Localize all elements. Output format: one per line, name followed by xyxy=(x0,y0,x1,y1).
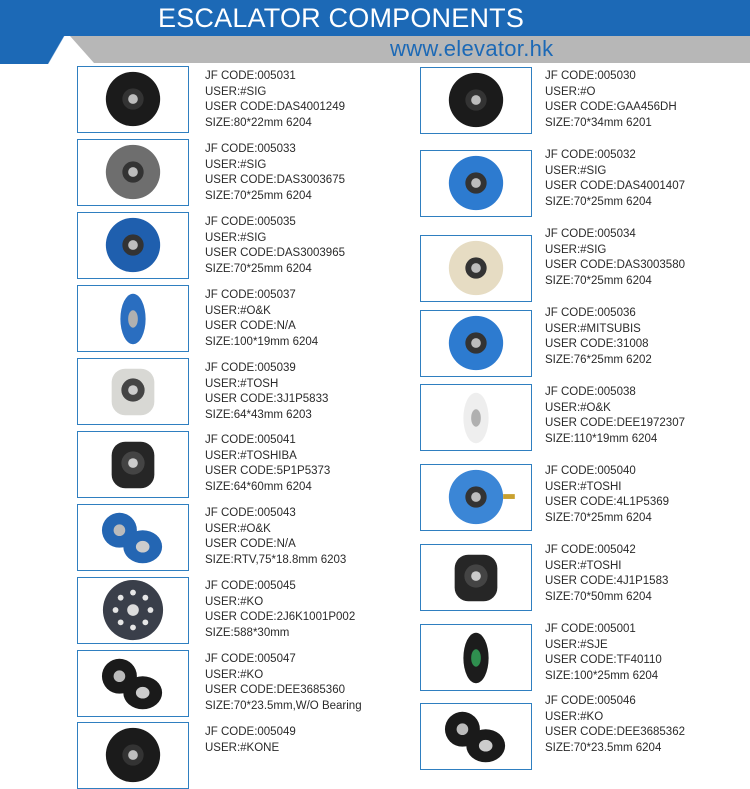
user-name: USER:#KO xyxy=(205,668,264,681)
website-url: www.elevator.hk xyxy=(390,36,554,61)
size-spec: SIZE:70*25mm 6204 xyxy=(205,262,312,275)
user-code: USER CODE:DAS3003965 xyxy=(205,247,345,259)
size-spec: SIZE:588*30mm xyxy=(205,626,290,639)
jf-code: JF CODE:005036 xyxy=(545,307,636,319)
roller-bearing xyxy=(128,458,138,468)
disc-hole xyxy=(130,590,136,596)
user-name: USER:#TOSH xyxy=(205,377,279,390)
user-code: USER CODE:DAS3003580 xyxy=(545,259,685,271)
page-title: ESCALATOR COMPONENTS xyxy=(158,3,525,33)
roller-bearing xyxy=(128,310,138,327)
disc-hole xyxy=(148,607,154,613)
product-info xyxy=(205,506,346,568)
user-code: USER CODE:3J1P5833 xyxy=(205,393,329,405)
size-spec: SIZE:70*23.5mm,W/O Bearing xyxy=(205,699,362,712)
roller-bearing xyxy=(471,95,481,105)
user-name: USER:#SIG xyxy=(205,231,267,244)
user-code: USER CODE:2J6K1001P002 xyxy=(205,611,356,623)
product-image xyxy=(77,722,189,789)
size-spec: SIZE:76*25mm 6202 xyxy=(545,353,652,366)
jf-code: JF CODE:005040 xyxy=(545,465,636,477)
product-image xyxy=(77,139,189,206)
user-name: USER:#O&K xyxy=(205,522,271,535)
jf-code: JF CODE:005041 xyxy=(205,434,296,446)
disc-hub xyxy=(127,604,139,616)
user-name: USER:#SJE xyxy=(545,638,608,651)
size-spec xyxy=(205,772,296,788)
roller-bearing xyxy=(471,178,481,188)
size-spec: SIZE:70*50mm 6204 xyxy=(545,590,652,603)
jf-code: JF CODE:005042 xyxy=(545,544,636,556)
jf-code: JF CODE:005049 xyxy=(205,726,296,738)
user-name: USER:#KO xyxy=(205,595,264,608)
user-name: USER:#TOSHI xyxy=(545,559,622,572)
jf-code: JF CODE:005038 xyxy=(545,386,636,398)
size-spec: SIZE:70*25mm 6204 xyxy=(545,195,652,208)
roller-bearing xyxy=(471,649,481,666)
product-image xyxy=(77,577,189,644)
product-info xyxy=(205,725,296,787)
user-name: USER:#MITSUBIS xyxy=(545,322,641,335)
jf-code: JF CODE:005034 xyxy=(545,228,636,240)
product-info xyxy=(205,142,345,204)
product-image xyxy=(420,150,532,217)
jf-code: JF CODE:005046 xyxy=(545,695,636,707)
product-image xyxy=(420,235,532,302)
product-info xyxy=(545,385,685,447)
user-code: USER CODE:DAS4001407 xyxy=(545,180,685,192)
disc-hole xyxy=(130,625,136,631)
user-name: USER:#O&K xyxy=(205,304,271,317)
user-code: USER CODE:4L1P5369 xyxy=(545,496,670,508)
disc-hole xyxy=(118,595,124,601)
user-name: USER:#SIG xyxy=(545,243,607,256)
roller-bearing xyxy=(128,750,138,760)
product-info xyxy=(545,227,685,289)
user-name: USER:#SIG xyxy=(545,164,607,177)
jf-code: JF CODE:005031 xyxy=(205,70,296,82)
product-image xyxy=(77,650,189,717)
product-info xyxy=(205,433,330,495)
product-info xyxy=(205,69,345,131)
user-name: USER:#KONE xyxy=(205,741,280,754)
user-code: USER CODE:DEE3685362 xyxy=(545,726,685,738)
product-image xyxy=(420,464,532,531)
jf-code: JF CODE:005039 xyxy=(205,362,296,374)
product-info xyxy=(545,694,685,756)
product-image xyxy=(420,703,532,770)
user-name: USER:#SIG xyxy=(205,158,267,171)
user-code: USER CODE:GAA456DH xyxy=(545,101,677,113)
size-spec: SIZE:80*22mm 6204 xyxy=(205,116,312,129)
roller-bearing xyxy=(114,670,126,682)
product-image xyxy=(77,504,189,571)
user-code: USER CODE:N/A xyxy=(205,538,296,550)
size-spec: SIZE:70*23.5mm 6204 xyxy=(545,741,662,754)
user-code: USER CODE:TF40110 xyxy=(545,654,662,666)
product-info xyxy=(205,215,345,277)
user-code: USER CODE:DAS3003675 xyxy=(205,174,345,186)
size-spec: SIZE:70*25mm 6204 xyxy=(545,274,652,287)
roller-axle xyxy=(503,494,515,499)
user-code: USER CODE:DEE3685360 xyxy=(205,684,345,696)
product-image xyxy=(420,544,532,611)
user-name: USER:#TOSHI xyxy=(545,480,622,493)
product-image xyxy=(420,624,532,691)
roller-bearing xyxy=(471,571,481,581)
roller-bearing xyxy=(128,385,138,395)
roller-bearing xyxy=(136,541,150,553)
user-name: USER:#TOSHIBA xyxy=(205,449,297,462)
user-name: USER:#O xyxy=(545,85,596,98)
product-info xyxy=(545,148,685,210)
roller-bearing xyxy=(471,409,481,426)
product-info xyxy=(545,543,668,605)
product-image xyxy=(420,384,532,451)
product-info xyxy=(205,288,318,350)
jf-code: JF CODE:005047 xyxy=(205,653,296,665)
size-spec: SIZE:70*34mm 6201 xyxy=(545,116,652,129)
jf-code: JF CODE:005032 xyxy=(545,149,636,161)
size-spec: SIZE:110*19mm 6204 xyxy=(545,432,658,445)
roller-bearing xyxy=(114,524,126,536)
roller-bearing xyxy=(128,167,138,177)
product-info xyxy=(205,579,355,641)
product-image xyxy=(77,285,189,352)
product-info xyxy=(545,622,662,684)
size-spec: SIZE:70*25mm 6204 xyxy=(545,511,652,524)
user-code: USER CODE:DAS4001249 xyxy=(205,101,345,113)
user-name: USER:#KO xyxy=(545,710,604,723)
user-code: USER CODE:31008 xyxy=(545,338,649,350)
product-info xyxy=(545,69,677,131)
product-info xyxy=(545,464,669,526)
product-image xyxy=(77,431,189,498)
disc-hole xyxy=(142,619,148,625)
user-code xyxy=(205,756,296,772)
user-name: USER:#O&K xyxy=(545,401,611,414)
disc-hole xyxy=(118,619,124,625)
roller-bearing xyxy=(457,723,469,735)
product-image xyxy=(420,310,532,377)
roller-bearing xyxy=(471,338,481,348)
disc-hole xyxy=(142,595,148,601)
roller-bearing xyxy=(128,240,138,250)
roller-bearing xyxy=(136,687,150,699)
product-info xyxy=(545,306,652,368)
product-image xyxy=(420,67,532,134)
roller-bearing xyxy=(471,263,481,273)
user-name: USER:#SIG xyxy=(205,85,267,98)
jf-code: JF CODE:005030 xyxy=(545,70,636,82)
size-spec: SIZE:100*25mm 6204 xyxy=(545,669,659,682)
jf-code: JF CODE:005001 xyxy=(545,623,636,635)
product-info xyxy=(205,652,362,714)
jf-code: JF CODE:005035 xyxy=(205,216,296,228)
size-spec: SIZE:RTV,75*18.8mm 6203 xyxy=(205,553,347,566)
jf-code: JF CODE:005045 xyxy=(205,580,296,592)
roller-bearing xyxy=(128,94,138,104)
size-spec: SIZE:100*19mm 6204 xyxy=(205,335,319,348)
jf-code: JF CODE:005037 xyxy=(205,289,296,301)
user-code: USER CODE:N/A xyxy=(205,320,296,332)
jf-code: JF CODE:005043 xyxy=(205,507,296,519)
product-image xyxy=(77,66,189,133)
user-code: USER CODE:5P1P5373 xyxy=(205,465,331,477)
product-image xyxy=(77,358,189,425)
size-spec: SIZE:64*60mm 6204 xyxy=(205,480,312,493)
size-spec: SIZE:64*43mm 6203 xyxy=(205,408,312,421)
user-code: USER CODE:DEE1972307 xyxy=(545,417,685,429)
product-image xyxy=(77,212,189,279)
disc-hole xyxy=(113,607,119,613)
roller-bearing xyxy=(471,492,481,502)
size-spec: SIZE:70*25mm 6204 xyxy=(205,189,312,202)
user-code: USER CODE:4J1P1583 xyxy=(545,575,669,587)
product-info xyxy=(205,361,328,423)
jf-code: JF CODE:005033 xyxy=(205,143,296,155)
